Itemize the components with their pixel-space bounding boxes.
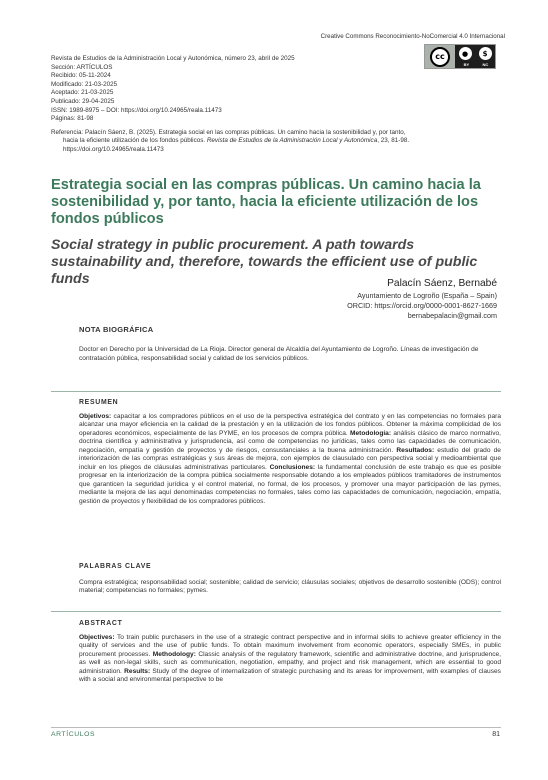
title-english: Social strategy in public procurement. A path towards sustainability and, therefore, towards the efficient use of public funds <box>51 237 478 287</box>
citation-reference: Referencia: Palacín Sáenz, B. (2025). Estrategia social en las compras públicas. Un camino hacia la sostenibilidad y, por tanto, hacia la eficiente utilización de los fondos públicos. Revista de Estudios de la Administración Local y Autonómica, 23, 81-98. https://doi.org/10.24965/reala.11473 <box>51 129 501 154</box>
cc-icon: cc <box>430 47 450 67</box>
license-text: Creative Commons Reconocimiento-NoComercial 4.0 Internacional <box>320 33 505 40</box>
modified-date: Modificado: 21-03-2025 <box>51 80 118 88</box>
article-metadata <box>51 55 295 124</box>
attribution-person-icon: ● <box>459 47 472 60</box>
resumen-text: Objetivos: capacitar a los compradores públicos en el uso de la perspectiva estratégica del contrato y en las competencias no formales para alcanzar una mayor eficiencia en la calidad de la prestación y en la utilización de los fondos públicos. Obtener la máxima complicidad de los operadores económicos, especialmente de las PYME, en los procesos de compra pública. Metodología: análisis clásico de marco normativo, doctrina científica y administrativa y jurisprudencia, así como de competencias no jurídicas, tales como las capacidades de comunicación, negociación, empatía y gestión de proyectos y de riesgos, consustanciales a la buena administración. Resultados: estudio del grado de interiorización de las compras estratégicas y sus áreas de mejora, con ejemplos de clausulado con perspectiva social y medioambiental que incluir en los pliegos de cláusulas administrativas particulares. Conclusiones: la fundamental conclusión de este trabajo es que es posible progresar en la interiorización de la compra pública socialmente responsable dotando a los empleados públicos tramitadores de instrumentos que garanticen la seguridad jurídica y el control material, no formal, de los procesos, y promover una mayor participación de las pymes, mediante la mejora de las aquí denominadas competencias no formales, tales como las capacidades de comunicación, negociación, empatía, gestión de proyectos y flexibilidad de los compradores públicos. <box>79 413 501 505</box>
citation-doi-link[interactable]: https://doi.org/10.24965/reala.11473 <box>63 145 164 153</box>
received-date: Recibido: 05-11-2024 <box>51 72 111 80</box>
bio-heading: NOTA BIOGRÁFICA <box>79 325 154 334</box>
author-name: Palacín Sáenz, Bernabé <box>387 278 497 289</box>
bio-text: Doctor en Derecho por la Universidad de La Rioja. Director general de Alcaldía del Ayuntamiento de Logroño. Líneas de investigación de contratación pública, responsabilidad social y calidad de los servicios públicos. <box>79 346 479 362</box>
abstract-text: Objectives: To train public purchasers in the use of a strategic contract perspective and in informal skills to achieve greater efficiency in the quality of services and the use of public funds. To obtain maximum involvement from economic operators, especially SMEs, in public procurement processes. Methodology: Classic analysis of the regulatory framework, scientific and administrative doctrine, and jurisprudence, as well as non-legal skills, such as communication, negotiation, empathy, and project and risk management, which are essential to good administration. Results: Study of the degree of internalization of strategic purchasing and its areas for improvement, with examples of clauses with a social and environmental perspective to be <box>79 634 501 684</box>
published-date: Publicado: 29-04-2025 <box>51 97 115 105</box>
journal-line: Revista de Estudios de la Administración Local y Autonómica, número 23, abril de 2025 <box>51 55 295 62</box>
author-email[interactable]: bernabepalacin@gmail.com <box>407 310 497 320</box>
cc-nc-label: NC <box>482 62 489 67</box>
section-divider <box>51 391 501 392</box>
accepted-date: Aceptado: 21-03-2025 <box>51 89 114 97</box>
issn-doi-line: ISSN: 1989-8975 – DOI: https://doi.org/10.24965/reala.11473 <box>51 106 222 114</box>
author-orcid[interactable]: ORCID: https://orcid.org/0000-0001-8627-1669 <box>347 300 497 310</box>
section-divider <box>51 611 501 612</box>
palabras-clave-heading: PALABRAS CLAVE <box>79 563 152 570</box>
resumen-heading: RESUMEN <box>79 399 119 406</box>
title-spanish: Estrategia social en las compras públicas. Un camino hacia la sostenibilidad y, por tanto, hacia la eficiente utilización de los fondos públicos <box>51 177 481 227</box>
noncommercial-dollar-icon: $ <box>479 47 492 60</box>
cc-by-label: BY <box>463 62 470 67</box>
author-affiliation: Ayuntamiento de Logroño (España – Spain) <box>357 291 497 300</box>
abstract-heading: ABSTRACT <box>79 620 123 627</box>
footer-section-label: ARTÍCULOS <box>51 731 96 738</box>
section-line: Sección: ARTÍCULOS <box>51 63 113 71</box>
page-number: 81 <box>492 731 500 738</box>
palabras-clave-text: Compra estratégica; responsabilidad social; sostenible; calidad de servicio; cláusulas sociales; objetivos de desarrollo sostenible (ODS); control material; competencias no formales; pymes. <box>79 579 501 595</box>
pages-line: Páginas: 81-98 <box>51 115 94 123</box>
author-block <box>347 278 497 320</box>
footer-divider <box>51 727 501 728</box>
cc-license-badge[interactable] <box>424 44 496 69</box>
